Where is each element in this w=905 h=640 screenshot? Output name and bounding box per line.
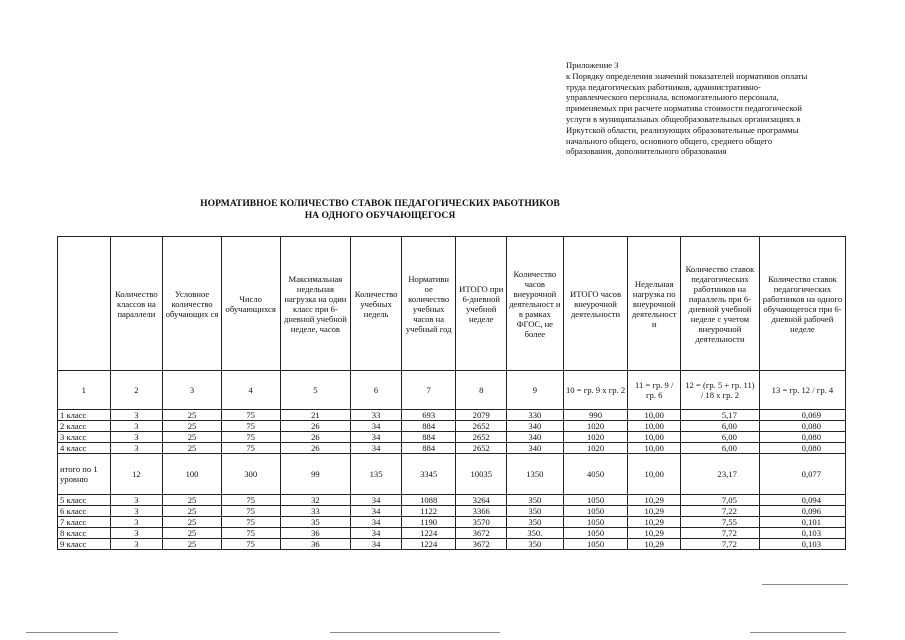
- table-cell: 10,00: [628, 443, 681, 454]
- table-cell: 2652: [456, 443, 507, 454]
- header-cell: [58, 237, 111, 371]
- header-cell: ИТОГО при 6-дневной учебной неделе: [456, 237, 507, 371]
- table-cell: 10,00: [628, 421, 681, 432]
- table-cell: 33: [280, 506, 351, 517]
- table-cell: 7,22: [681, 506, 760, 517]
- column-number-cell: 9: [507, 371, 564, 410]
- table-cell: 25: [163, 495, 222, 506]
- table-cell: 0,103: [759, 539, 845, 550]
- column-number-cell: 7: [401, 371, 456, 410]
- document-title: [160, 198, 600, 222]
- column-number-cell: 12 = (гр. 5 + гр. 11) / 18 х гр. 2: [681, 371, 760, 410]
- table-cell: 884: [401, 443, 456, 454]
- table-cell: 75: [221, 410, 280, 421]
- appendix-line: начального общего, основного общего, среднего общего: [566, 135, 773, 146]
- table-cell: 10,29: [628, 517, 681, 528]
- table-cell: 3: [110, 517, 163, 528]
- title-line-1: НОРМАТИВНОЕ КОЛИЧЕСТВО СТАВОК ПЕДАГОГИЧЕСКИХ РАБОТНИКОВ: [200, 198, 560, 209]
- table-cell: 340: [507, 432, 564, 443]
- table-cell: 25: [163, 506, 222, 517]
- title-line-2: НА ОДНОГО ОБУЧАЮЩЕГОСЯ: [304, 210, 456, 221]
- appendix-note: [566, 60, 856, 157]
- table-cell: 0,080: [759, 432, 845, 443]
- table-row: [58, 495, 846, 506]
- table-cell: 1190: [401, 517, 456, 528]
- table-cell: 1050: [563, 539, 628, 550]
- appendix-line: управленческого персонала, вспомогательного персонала,: [566, 92, 779, 103]
- table-cell: 10,29: [628, 528, 681, 539]
- table-cell: 300: [221, 454, 280, 495]
- table-cell: 3672: [456, 528, 507, 539]
- table-cell: 0,103: [759, 528, 845, 539]
- table-cell: 6,00: [681, 421, 760, 432]
- table-cell: 1020: [563, 421, 628, 432]
- norms-table: [57, 236, 846, 550]
- table-cell: 3: [110, 506, 163, 517]
- table-cell: 75: [221, 528, 280, 539]
- table-cell: 3: [110, 539, 163, 550]
- column-number-cell: 5: [280, 371, 351, 410]
- table-cell: 36: [280, 528, 351, 539]
- table-cell: 350: [507, 517, 564, 528]
- table-cell: 75: [221, 506, 280, 517]
- table-cell: 10035: [456, 454, 507, 495]
- column-number-cell: 2: [110, 371, 163, 410]
- header-cell: ИТОГО часов внеурочной деятельности: [563, 237, 628, 371]
- table-row: [58, 517, 846, 528]
- scan-artifact-line: [762, 584, 848, 585]
- table-cell: 7,05: [681, 495, 760, 506]
- table-cell: 1050: [563, 495, 628, 506]
- table-cell: 3: [110, 421, 163, 432]
- scan-artifact-line: [750, 632, 846, 633]
- table-cell: 26: [280, 443, 351, 454]
- table-row: [58, 539, 846, 550]
- table-cell: 350: [507, 539, 564, 550]
- header-cell: Число обучающихся: [221, 237, 280, 371]
- table-row: [58, 506, 846, 517]
- table-cell: 10,29: [628, 539, 681, 550]
- table-cell: 34: [351, 506, 402, 517]
- table-cell: 6,00: [681, 443, 760, 454]
- table-cell: 1224: [401, 539, 456, 550]
- table-row: [58, 443, 846, 454]
- header-cell: Недельная нагрузка по внеурочной деятельност и: [628, 237, 681, 371]
- table-cell: 1020: [563, 432, 628, 443]
- appendix-line: услуги в муниципальных общеобразовательных организациях в: [566, 113, 801, 124]
- table-cell: 25: [163, 410, 222, 421]
- table-cell: 25: [163, 539, 222, 550]
- column-number-cell: 1: [58, 371, 111, 410]
- table-cell: 2652: [456, 432, 507, 443]
- table-cell: 135: [351, 454, 402, 495]
- table-cell: 7,72: [681, 528, 760, 539]
- table-cell: 2652: [456, 421, 507, 432]
- table-cell: 2079: [456, 410, 507, 421]
- table-cell: 36: [280, 539, 351, 550]
- table-cell: 75: [221, 495, 280, 506]
- header-row: [58, 237, 846, 371]
- table-cell: 0,080: [759, 443, 845, 454]
- table-cell: 7,72: [681, 539, 760, 550]
- table-cell: 5,17: [681, 410, 760, 421]
- table-cell: 75: [221, 517, 280, 528]
- row-label-cell: 3 класс: [58, 432, 111, 443]
- column-number-cell: 4: [221, 371, 280, 410]
- table-cell: 75: [221, 443, 280, 454]
- table-cell: 693: [401, 410, 456, 421]
- table-cell: 34: [351, 421, 402, 432]
- table-cell: 884: [401, 432, 456, 443]
- header-cell: Количество часов внеурочной деятельност и в рамках ФГОС, не более: [507, 237, 564, 371]
- table-cell: 0,080: [759, 421, 845, 432]
- table-cell: 3: [110, 495, 163, 506]
- table-cell: 3264: [456, 495, 507, 506]
- table-row: [58, 528, 846, 539]
- table-cell: 3672: [456, 539, 507, 550]
- table-cell: 25: [163, 517, 222, 528]
- table-cell: 350.: [507, 528, 564, 539]
- appendix-line: Иркутской области, реализующих образовательные программы: [566, 124, 799, 135]
- table-cell: 1050: [563, 517, 628, 528]
- table-cell: 25: [163, 432, 222, 443]
- row-label-cell: 6 класс: [58, 506, 111, 517]
- row-label-cell: 4 класс: [58, 443, 111, 454]
- appendix-line: Приложение 3: [566, 60, 619, 70]
- table-cell: 25: [163, 443, 222, 454]
- row-label-cell: 5 класс: [58, 495, 111, 506]
- table-cell: 100: [163, 454, 222, 495]
- column-number-cell: 10 = гр. 9 х гр. 2: [563, 371, 628, 410]
- table-cell: 75: [221, 432, 280, 443]
- row-label-cell: 7 класс: [58, 517, 111, 528]
- table-cell: 330: [507, 410, 564, 421]
- table-row: [58, 410, 846, 421]
- table-cell: 0,069: [759, 410, 845, 421]
- header-cell: Количество учебных недель: [351, 237, 402, 371]
- table-cell: 3345: [401, 454, 456, 495]
- scan-artifact-line: [330, 632, 500, 633]
- table-cell: 3: [110, 432, 163, 443]
- table-cell: 990: [563, 410, 628, 421]
- table-cell: 350: [507, 506, 564, 517]
- table-cell: 0,101: [759, 517, 845, 528]
- table-cell: 340: [507, 443, 564, 454]
- header-cell: Нормативн ое количество учебных часов на учебный год: [401, 237, 456, 371]
- column-number-cell: 6: [351, 371, 402, 410]
- header-cell: Количество ставок педагогических работников на параллель при 6-дневной учебной неделе с учетом внеурочной деятельности: [681, 237, 760, 371]
- table-cell: 3: [110, 410, 163, 421]
- table-cell: 10,29: [628, 506, 681, 517]
- table-cell: 34: [351, 495, 402, 506]
- appendix-line: образования, дополнительного образования: [566, 146, 727, 157]
- column-number-cell: 13 = гр. 12 / гр. 4: [759, 371, 845, 410]
- table-cell: 12: [110, 454, 163, 495]
- header-cell: Условное количество обучающих ся: [163, 237, 222, 371]
- table-cell: 1122: [401, 506, 456, 517]
- table-cell: 3570: [456, 517, 507, 528]
- row-label-cell: 1 класс: [58, 410, 111, 421]
- table-cell: 1020: [563, 443, 628, 454]
- table-cell: 25: [163, 421, 222, 432]
- table-cell: 32: [280, 495, 351, 506]
- table-cell: 34: [351, 539, 402, 550]
- row-label-cell: 8 класс: [58, 528, 111, 539]
- table-cell: 34: [351, 517, 402, 528]
- table-cell: 10,00: [628, 454, 681, 495]
- table-cell: 1224: [401, 528, 456, 539]
- row-label-cell: итого по 1 уровню: [58, 454, 111, 495]
- table-cell: 884: [401, 421, 456, 432]
- table-cell: 33: [351, 410, 402, 421]
- row-label-cell: 2 класс: [58, 421, 111, 432]
- table-cell: 3: [110, 528, 163, 539]
- header-cell: Количество классов на параллели: [110, 237, 163, 371]
- row-label-cell: 9 класс: [58, 539, 111, 550]
- appendix-line: к Порядку определения значений показателей нормативов оплаты: [566, 70, 808, 81]
- table-cell: 21: [280, 410, 351, 421]
- table-cell: 75: [221, 539, 280, 550]
- table-cell: 3: [110, 443, 163, 454]
- table-row: [58, 421, 846, 432]
- table-cell: 34: [351, 443, 402, 454]
- table-cell: 6,00: [681, 432, 760, 443]
- table-cell: 10,00: [628, 432, 681, 443]
- appendix-line: труда педагогических работников, административно-: [566, 81, 761, 92]
- header-cell: Максимальная недельная нагрузка на один класс при 6-дневной учебной неделе, часов: [280, 237, 351, 371]
- appendix-line: применяемых при расчете норматива стоимости педагогической: [566, 103, 802, 114]
- column-number-cell: 8: [456, 371, 507, 410]
- table-cell: 0,094: [759, 495, 845, 506]
- table-cell: 1088: [401, 495, 456, 506]
- table-cell: 26: [280, 421, 351, 432]
- table-cell: 1350: [507, 454, 564, 495]
- table-cell: 10,00: [628, 410, 681, 421]
- table-cell: 3366: [456, 506, 507, 517]
- column-number-cell: 3: [163, 371, 222, 410]
- table-cell: 99: [280, 454, 351, 495]
- total-row: [58, 454, 846, 495]
- table-cell: 1050: [563, 528, 628, 539]
- table-cell: 340: [507, 421, 564, 432]
- table-cell: 35: [280, 517, 351, 528]
- table-cell: 23,17: [681, 454, 760, 495]
- table-cell: 34: [351, 432, 402, 443]
- table-cell: 7,55: [681, 517, 760, 528]
- table-cell: 26: [280, 432, 351, 443]
- table-cell: 34: [351, 528, 402, 539]
- table-cell: 1050: [563, 506, 628, 517]
- column-number-row: [58, 371, 846, 410]
- table-cell: 350: [507, 495, 564, 506]
- table-cell: 10,29: [628, 495, 681, 506]
- table-row: [58, 432, 846, 443]
- header-cell: Количество ставок педагогических работников на одного обучающегося при 6-дневной рабочей неделе: [759, 237, 845, 371]
- table-cell: 75: [221, 421, 280, 432]
- scan-artifact-line: [26, 632, 118, 633]
- table-cell: 0,096: [759, 506, 845, 517]
- table-cell: 25: [163, 528, 222, 539]
- table-cell: 4050: [563, 454, 628, 495]
- column-number-cell: 11 = гр. 9 / гр. 6: [628, 371, 681, 410]
- table-cell: 0,077: [759, 454, 845, 495]
